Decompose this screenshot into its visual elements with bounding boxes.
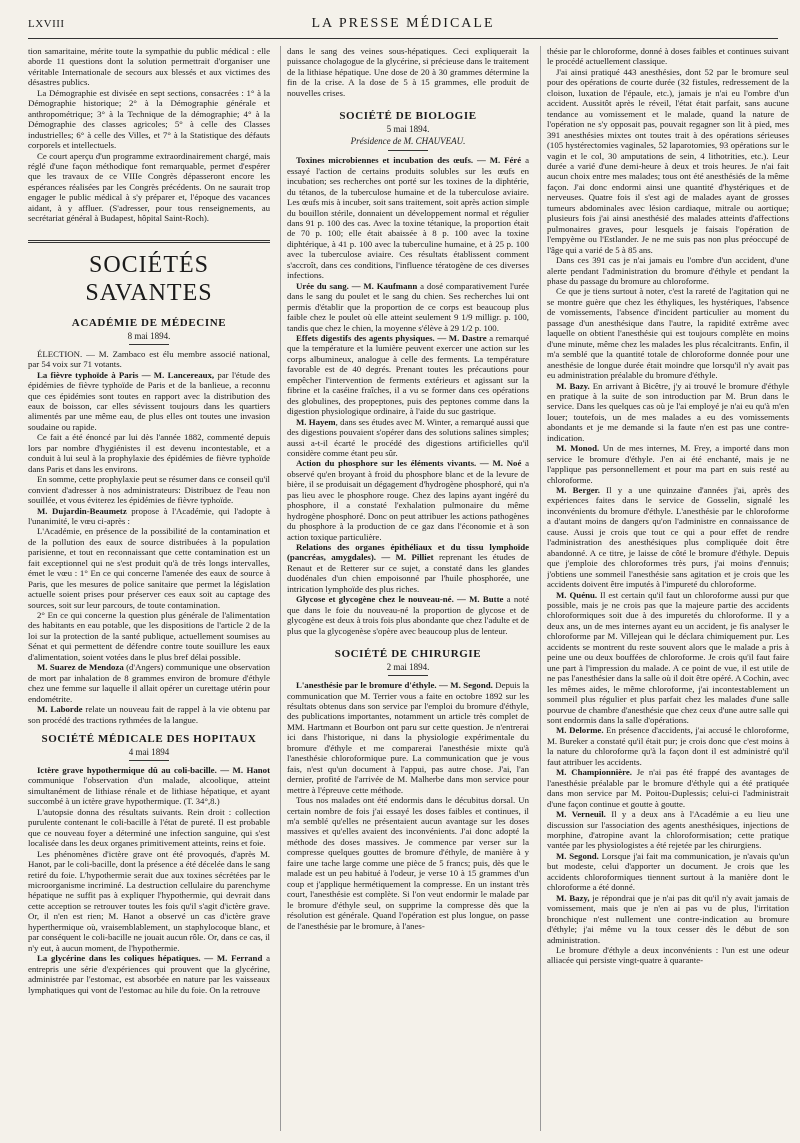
- session-date: 8 mai 1894.: [127, 330, 171, 341]
- article: [287, 417, 529, 459]
- paragraph: L'Académie, en présence de la possibilité de la contamination et de la pollution des eaux de source distribuées à la population parisienne, et tout en reconnaissant que cette contamination est un fait exceptionnel qui ne s'est produit qu'à de très longs intervalles, émet le vœu : 1° En ce qui concerne l'amenée des eaux de source à Paris, que les mesures de police sanitaire que permet la législation actuelle soient prises pour préserver ces eaux soit au captage des sources, soit sur leur parcours, de toute contamination.: [28, 526, 270, 610]
- article-heading: M. Suarez de Mendoza: [37, 662, 124, 673]
- article-heading: Toxines microbiennes et incubation des œufs. — M. Féré: [296, 155, 522, 166]
- article: [547, 767, 789, 809]
- article: [287, 281, 529, 333]
- article-text: a observé qu'en broyant à froid du phosphore blanc et de la levure de bière, il se produisait un dégagement d'hydrogène phosphoré, qui n'a pas lieu avec le phosphore rouge. Chez des lapins ayant ingéré du phosphore, il a constaté l'exhalation pulmonaire du même hydrogène phosphoré. Donc on peut attribuer les actions pathogènes du phosphore à la production de ce gaz dans l'économie et à son action toxique particulière.: [287, 458, 529, 542]
- article: [547, 809, 789, 851]
- article-heading: Effets digestifs des agents physiques. — M. Dastre: [296, 332, 487, 343]
- article: [547, 381, 789, 444]
- article-heading: M. Hayem: [296, 416, 336, 427]
- column-1: [28, 46, 270, 1136]
- short-rule: [129, 760, 169, 761]
- article-heading: M. Verneuil.: [556, 809, 606, 820]
- article: [547, 485, 789, 590]
- paragraph: dans le sang des veines sous-hépatiques. Ceci expliquerait la puissance cholagogue de la glycérine, si précieuse dans le traitement de la lithiase hépatique. Une dose de 20 à 30 grammes détermine la fin de la crise. A la dose de 5 à 15 grammes, elle produit de nouvelles crises.: [287, 46, 529, 98]
- article-text: Il y a une quinzaine d'années j'ai, après des expériences faites dans le service de Gosselin, signalé les inconvénients du bromure d'éthyle. L'anesthésie par le chloroforme a d'autant moins de dangers qu'on l'administre en connaissance de cause. Aussi je crois que tout ce qui a pour effet de rendre l'administration des anesthésiques plus compliquée doit être abandonné. A ce titre, je laisse de côté le bromure d'éthyle. Depuis que j'emploie des chloroformes très purs, j'ai moins d'ennuis; j'obtiens une sommeil l'anesthésie sans agitation et je crois que les accidents doivent être imputés à l'impureté du chloroforme.: [547, 485, 789, 590]
- paragraph: tion samaritaine, mérite toute la sympathie du public médical : elle aborde 11 questions dont la solution permettrait d'organiser une véritable Internationale de secours aux blessés et aux victimes des désastres publics.: [28, 46, 270, 88]
- article: [547, 725, 789, 767]
- paragraph: Ce que je tiens surtout à noter, c'est la rareté de l'agitation qui ne se montre guère que chez les éthyliques, les hystériques, l'absence de vomissements, l'absence d'incident particulier au moment du passage d'un anesthésique dans l'autre, la rapidité extrême avec laquelle on obtient l'anesthésie qui est toujours complète en moins d'une minute, même chez les malades les plus récalcitrants. Enfin, il m'a semblé que la quantité totale de chloroforme donnée pour une anesthésie de longue durée était moindre que lorsqu'il n'y avait pas eu administration préalable du bromure d'éthyle.: [547, 286, 789, 381]
- article-heading: M. Laborde: [37, 704, 83, 715]
- article-heading: M. Quénu.: [556, 589, 598, 600]
- paragraph: La Démographie est divisée en sept sections, consacrées : 1° à la Démographie historique; 2° à la Démographie générale et anthropométrique; 3° à la Technique de la démographie; 4° à la Démographie des classes agricoles; 5° à celle des Classes industrielles; 6° à celle des Villes, et 7° à la Statistique des défauts corporels et intellectuels.: [28, 87, 270, 151]
- paragraph: 2° En ce qui concerne la question plus générale de l'alimentation des habitants en eau potable, que les dispositions de l'article 2 de la loi sur la protection de la santé publique, actuellement soumises au Sénat et qui permettent de défendre contre toute souillure les eaux d'alimentation, soient votées dans le plus bref délai possible.: [28, 610, 270, 662]
- article: [547, 893, 789, 945]
- paragraph: thésie par le chloroforme, donné à doses faibles et continues suivant le procédé actuellement classique.: [547, 46, 789, 67]
- society-title: SOCIÉTÉ DE BIOLOGIE: [339, 110, 477, 123]
- article-text: je répondrai que je n'ai pas dit qu'il n'y avait jamais de vomissement, mais que je n'en ai pas vu de plus, l'irritation bronchique n'est nullement une contre-indication au bromure d'éthyle; j'ai même vu la toux cesser dès le début de son administration.: [547, 892, 789, 945]
- article-text: communique l'observation d'un malade, alcoolique, atteint simultanément de lithiase rénale et de lithiase hépatique, et ayant succombé à un ictère grave hypothermique. (T. 34°,8.): [28, 775, 270, 807]
- page-number: LXVIII: [28, 18, 65, 30]
- article-text: Il y a deux ans à l'Académie a eu lieu une discussion sur l'association des agents anesthésiques, injections de morphine, d'atropine avant la chloroformisation; cette pratique vantée par les physiologistes a été rejetée par les chirurgiens.: [547, 809, 789, 851]
- article-text: propose à l'Académie, qui l'adopte à l'unanimité, le vœu ci-après :: [28, 505, 270, 526]
- article-text: En arrivant à Bicêtre, j'y ai trouvé le bromure d'éthyle en pratique à la suite de son introduction par M. Brun dans le service. Dans les quelques cas où je l'ai employé je n'ai eu qu'à m'en louer; toutefois, un de mes malades a eu des vomissements abondants et je me demande si la faute n'en est pas une contre-indication.: [547, 380, 789, 443]
- session-date: 5 mai 1894.: [386, 124, 430, 135]
- article: [547, 443, 789, 485]
- article-text: Depuis la communication que M. Terrier vous a faite en octobre 1892 sur les résultats obtenus dans son service par l'emploi du bromure d'éthyle, des publications importantes, notamment un article très complet de MM. Hartmann et Bourbon ont paru sur cette question. Je n'entrerai ici dans l'historique, ni dans la physiologie expérimentale du bromure d'éthyle et me comparerai l'anesthésie mixte qu'à l'anesthésie chloroformique pure. La communication que je vous fais, n'est qu'un document à l'appui, pas autre chose. J'ai, l'an dernier, profité de l'arrivée de M. Malherbe dans mon service pour mettre à l'épreuve cette méthode.: [287, 680, 529, 795]
- article-text: Je n'ai pas été frappé des avantages de l'anesthésie préalable par le bromure d'éthyle qui a été pratiquée dans mon service par M. Poitou-Duplessis; celui-ci l'administrait d'une façon continue et goutte à goutte.: [547, 767, 789, 809]
- article-heading: M. Delorme.: [556, 725, 604, 736]
- header-rule: [28, 38, 778, 39]
- article: [547, 851, 789, 893]
- session-president: Présidence de M. CHAUVEAU.: [350, 136, 466, 147]
- society-title: SOCIÉTÉ MÉDICALE DES HOPITAUX: [41, 733, 257, 746]
- article-heading: Relations des organes épithéliaux et du tissu lymphoïde (pancréas, amygdales). — M. Pilliet: [287, 542, 529, 563]
- paragraph: L'autopsie donna des résultats suivants. Rein droit : collection purulente contenant le coli-bacille à l'état de pureté. Il est probable que ce nouveau foyer a déterminé une infection sanguine, qui s'est localisée dans les deux organes primitivement atteints, reins et foie.: [28, 806, 270, 849]
- article-text: par l'étude des épidémies de fièvre typhoïde de Paris et de la banlieue, a reconnu que ces épidémies sont toutes en rapport avec la distribution des eaux de boisson, car elles sévissent toujours dans les quartiers alimentés par une même eau, de plus elles ont toutes une invasion soudaine ou rapide.: [28, 369, 270, 432]
- article-heading: M. Monod.: [556, 443, 600, 454]
- article-text: relate un nouveau fait de rappel à la vie obtenu par son procédé des tractions rythmées de la langue.: [28, 704, 270, 725]
- article-heading: La fièvre typhoïde à Paris — M. Lancereaux,: [37, 369, 215, 380]
- article-heading: M. Bazy,: [556, 892, 590, 903]
- article-text: (d'Angers) communique une observation de mort par inhalation de 8 grammes environ de bromure d'éthyle chez une femme sur laquelle il allait opérer un curettage utérin pour endométrite.: [28, 662, 270, 704]
- article-heading: Ictère grave hypothermique dû au coli-bacille. — M. Hanot: [37, 765, 270, 776]
- section-heading-societes-savantes: SOCIÉTÉS SAVANTES: [28, 240, 270, 307]
- article: [287, 333, 529, 417]
- article-text: Lorsque j'ai fait ma communication, je n'avais qu'un but modeste, celui d'apporter un document. Je crois que les accidents chloroformiques tiennent surtout à la manière dont le chloroforme a été donné.: [547, 850, 789, 893]
- article-text: Il est certain qu'il faut un chloroforme aussi pur que possible, mais je ne crois pas que la majeure partie des accidents chloroformiques soit due à des impuretés du chloroforme. Il y a deux ans, un de mes internes ayant eu un accident, je fis analyser le chloroforme par M. Villejean qui le déclara chimiquement pur. Les accidents se montrent du reste souvent alors que le malade a pris à peine une ou deux bouffées de chloroforme. Je crois qu'il faut faire une part à l'impression du malade. A ce point de vue, il est utile de ne pas l'anesthésier dans la salle où il doit être opéré. A Cochin, avec les mêmes aides, le même chloroforme, j'ai incontestablement un sommeil plus régulier et plus parfait chez les malades d'une salle pourvue de chambre d'anesthésie que chez ceux d'une autre salle qui sont endormis dans la salle d'opérations.: [547, 589, 789, 725]
- article-heading: M. Berger.: [556, 485, 600, 496]
- article: [28, 370, 270, 433]
- paragraph: Les phénomènes d'ictère grave ont été provoqués, d'après M. Hanot, par le coli-bacille, dont la présence a été décelée dans le sang retiré du foie. L'hypothermie serait due aux toxines sécrétées par le microorganisme incriminé. La destruction cellulaire du parenchyme hépatique ne suffit pas à expliquer l'hypothermie, qui devrait dans cette acception se retrouver toutes les fois qu'il s'agit d'ictère grave. Or, il n'en est rien; M. Hanot a observé un cas d'ictère grave hyperthermique où, vraisemblablement, un staphylocoque blanc, et par conséquent le coli-bacille ne jouait aucun rôle. Or, dans ce cas, il n'y eut, à aucun moment, de l'hypothermie.: [28, 848, 270, 953]
- paragraph: ÉLECTION. — M. Zambaco est élu membre associé national, par 54 voix sur 71 votants.: [28, 348, 270, 370]
- article-heading: M. Championnière.: [556, 767, 632, 778]
- paragraph: Tous nos malades ont été endormis dans le décubitus dorsal. Un certain nombre de fois j'ai essayé les doses faibles et continues, il m'a semblé qu'elles ne présentaient aucun avantage sur les doses massives et qu'elles avaient des inconvénients. J'ai donc adopté la méthode des doses massives. Je commence par verser sur la compresse quelques gouttes de bromure d'éthyle, de manière à y faire une tache large comme une pièce de 5 francs; puis, dès que le malade est un peu habitué à l'odeur, je verse 10 à 15 grammes d'un coup et j'applique hermétiquement la compresse. En un instant très court, l'anesthésie est complète. Si l'on veut endormir le malade par le bromure d'éthyle seul, on supprime la compresse dès que la résolution est générale. Quand l'opération est plus longue, on passe de l'anesthésie par le bromure, à l'anes-: [287, 795, 529, 931]
- journal-title: LA PRESSE MÉDICALE: [311, 16, 495, 31]
- article: [287, 542, 529, 594]
- article-text: a remarqué que la température et la lumière peuvent exercer une action sur les corps albumineux, analogue à celle des ferments. La température favorable est de 40 degrés. Prenant toutes les précautions pour empêcher l'intervention de ferments extérieurs et agissant sur la fibrine et la caséine fraîches, il a vu se former dans ces opérations des globulines, des propeptones, puis des peptones comme dans la digestion physiologique ordinaire, à l'aide du suc gastrique.: [287, 332, 529, 417]
- article-heading: M. Segond.: [556, 850, 599, 861]
- paragraph: Le bromure d'éthyle a deux inconvénients : l'un est une odeur alliacée qui persiste vingt-quatre à quarante-: [547, 944, 789, 966]
- article-text: Un de mes internes, M. Frey, a importé dans mon service le bromure d'éthyle. J'en ai été enchanté, mais je ne l'applique pas personnellement et pour ma part en suis resté au chloroforme.: [547, 443, 789, 485]
- society-title: SOCIÉTÉ DE CHIRURGIE: [334, 648, 482, 661]
- short-rule: [129, 344, 169, 345]
- paragraph: Ce court aperçu d'un programme extraordinairement chargé, mais réglé d'une façon méthodique font remarquable, permet d'espérer que les travaux de ce VIIIe Congrès dépasseront encore les espérances réalisées par les Congrès précédents. On ne saurait trop engager le public médical à s'y préparer et, l'époque des vacances aidant, à y affluer. (S'adresser, pour tous renseignements, au secrétariat général à Budapest, hôpital Saint-Roch).: [28, 150, 270, 224]
- article-text: a noté que dans le foie du nouveau-né la proportion de glycose et de glycogène est deux à trois fois plus abondante que chez l'adulte et de plus que la glycogenèse s'opère avec beaucoup plus de lenteur.: [287, 594, 529, 636]
- article-heading: Glycose et glycogène chez le nouveau-né. — M. Butte: [296, 594, 504, 605]
- article-heading: M. Dujardin-Beaumetz: [37, 505, 127, 516]
- article-text: reprenant les études de Renaut et de Retterer sur ce sujet, a constaté dans les glandes duodénales d'un chien empoisonné par l'huile phosphorée, une intrication lymphoïde des plus riches.: [287, 552, 529, 594]
- short-rule: [388, 150, 428, 151]
- article: [287, 155, 529, 280]
- page-header: [28, 18, 778, 38]
- short-rule: [388, 675, 428, 676]
- paragraph: J'ai ainsi pratiqué 443 anesthésies, dont 52 par le bromure seul pour des opérations de courte durée (32 fistules, redressement de la cloison, luxation de l'épaule, etc.), jamais je n'ai eu l'ombre d'un accident. Aussitôt après le réveil, l'état était parfait, sans aucune tendance au vomissement et le malade, quand la nature de l'opération ne s'y opposait pas, pouvait regagner son lit à pied, mes 391 anesthésies mixtes ont toutes trait à des opérations sérieuses (105 hystérectomies vaginales, 52 laparotomies, 93 opérations sur le vagin et le col, 30 amputations de sein, 4 lithotrities, etc.). Leur durée a varié d'une demi-heure à deux et trois heures. Je n'ai fait aucun choix entre mes malades; tous ont été anesthésiés de la même façon. J'ai donc endormi ainsi une quantité d'hystériques et de nerveuses. Quatre fois il s'est agi de malades ayant de grosses tumeurs abdominales avec lésion cardiaque, mitrale ou aortique; plusieurs fois j'ai ainsi anesthésié des malades atteints d'affections pulmonaires graves, pour lesquels je faisais l'opération de l'empyème ou l'Estlander. Je ne me suis pas non plus préoccupé de l'âge qui a varié de 5 à 85 ans.: [547, 66, 789, 255]
- session-date: 2 mai 1894.: [386, 662, 430, 673]
- column-divider: [280, 46, 281, 1131]
- session-date: 4 mai 1894: [128, 747, 170, 758]
- article-text: , dans ses études avec M. Winter, a remarqué aussi que des digestions pouvaient s'opérer dans des solutions salines simples; aussi a-t-il écarté le procédé des digestions artificielles qu'il considère comme étant peu sûr.: [287, 416, 529, 458]
- article-heading: Action du phosphore sur les éléments vivants. — M. Noé: [296, 458, 522, 469]
- society-title: ACADÉMIE DE MÉDECINE: [71, 316, 227, 329]
- paragraph: Ce fait a été énoncé par lui dès l'année 1882, commenté depuis lors par nombre d'hygiénistes il est devenu incontestable, et a conduit à lui seul à la prophylaxie des épidémies de fièvre typhoïde dans Paris et dans les environs.: [28, 432, 270, 474]
- article: [287, 458, 529, 542]
- paragraph: En somme, cette prophylaxie peut se résumer dans ce conseil qu'il convient d'adresser à nos administrateurs: Distribuez de l'eau non souillée, et vous éviterez les épidémies de fièvre typhoïde.: [28, 474, 270, 506]
- article: [28, 662, 270, 704]
- column-divider: [540, 46, 541, 1131]
- article: [28, 704, 270, 725]
- article: [28, 765, 270, 807]
- paragraph: Dans ces 391 cas je n'ai jamais eu l'ombre d'un accident, d'une alerte pendant l'administration du bromure d'éthyle et pendant la phase du passage du bromure au chloroforme.: [547, 255, 789, 286]
- article: [28, 953, 270, 995]
- article-text: a dosé comparativement l'urée dans le sang du poulet et le sang du chien. Ses recherches lui ont permis d'établir que la proportion de ce corps est beaucoup plus faible chez le poulet où elle atteint seulement 9 1/9 milligr. p. 100, tandis que chez le chien, la moyenne s'élève à 29 1/2 p. 100.: [287, 280, 529, 333]
- article-heading: M. Bazy.: [556, 380, 590, 391]
- article-heading: L'anesthésie par le bromure d'éthyle. — M. Segond.: [296, 680, 493, 691]
- article-heading: Urée du sang. — M. Kaufmann: [296, 280, 418, 291]
- article-text: a entrepris une série d'expériences qui prouvent que la glycérine, administrée par l'estomac, est absorbée en nature par les vaisseaux lymphatiques qui vont de l'estomac au hile du foie. On la retrouve: [28, 953, 270, 995]
- article-text: En présence d'accidents, j'ai accusé le chloroforme, M. Bureker a constaté qu'il était pur; je crois donc que c'est moins à la nature du chloroforme qu'à la façon dont il est administré qu'il faut attribuer les accidents.: [547, 725, 789, 767]
- article: [547, 590, 789, 726]
- column-3: [547, 46, 789, 1136]
- article: [287, 594, 529, 636]
- article-text: a essayé l'action de certains produits solubles sur les œufs en incubation; ses recherches ont porté sur les toxines de la diphtérie, du tétanos, de la tuberculose humaine et de la tuberculose aviaire. Les œufs mis à incuber, soit sans traitement, soit après action simple du bouillon stérile, donnaient un développement normal et régulier dans 91 p. 100 des cas. Avec la toxine tétanique, la proportion était de 70 p. 100; elle était abaissée à 8 p. 100 avec la toxine diphtérique, à 41 p. 100 avec la tuberculine humaine, et à 25 p. 100 avec la tuberculose aviaire. Ces résultats établissent comment s'accroît, dans ces conditions, l'influence tératogène de ces diverses infections.: [287, 155, 529, 281]
- article: [287, 680, 529, 795]
- article-heading: La glycérine dans les coliques hépatiques. — M. Ferrand: [37, 953, 263, 964]
- column-2: [287, 46, 529, 1136]
- article: [28, 506, 270, 527]
